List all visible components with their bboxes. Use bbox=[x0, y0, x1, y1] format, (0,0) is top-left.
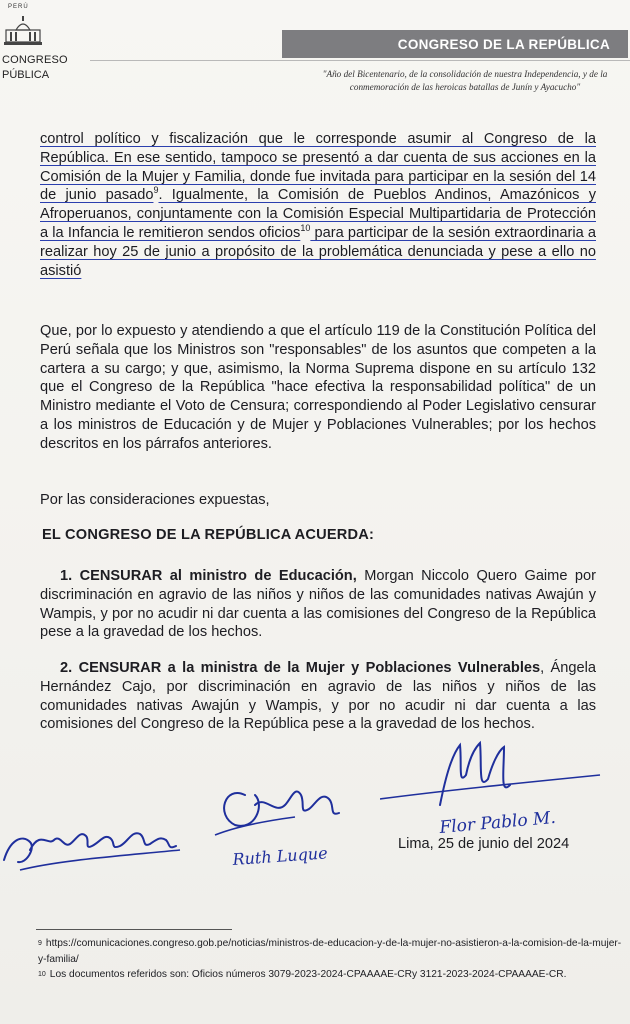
congress-building-icon bbox=[2, 12, 42, 52]
item-1-text: Morgan Niccolo Quero Gaime por discriminación en agravio de las niños y niños de las comunidades nativas Awajún y Wampis, y por no acudir ni dar cuenta a las comisiones del Congreso de la República pese a la gravedad de los hechos. bbox=[40, 568, 596, 641]
paragraph-1-text-a: control político y fiscalización que le corresponde asumir al Congreso de la República. En ese sentido, tampoco se presentó a dar cuenta de sus acciones en la Comisión de la Mujer y Familia, donde fue invitada para participar en la sesión del 14 de junio pasado bbox=[40, 131, 596, 204]
signature-3-text: Flor Pablo M. bbox=[438, 807, 557, 838]
item-2-text: , Ángela Hernández Cajo, por discriminación en agravio de las niños y niños de las comunidades nativas Awajún y Wampis, y por no acudir ni dar cuenta a las comisiones del Congreso de la República pese a la gravedad de los hechos. bbox=[40, 660, 596, 733]
official-year-motto: "Año del Bicentenario, de la consolidación de nuestra Independencia, y de la conmemoración de las heroicas batallas de Junín y Ayacucho" bbox=[322, 69, 608, 92]
congress-logo bbox=[0, 4, 68, 84]
resolution-heading: EL CONGRESO DE LA REPÚBLICA ACUERDA: bbox=[42, 527, 375, 543]
paragraph-3: Por las consideraciones expuestas, bbox=[40, 492, 270, 508]
resolution-item-2 bbox=[40, 659, 596, 734]
footnote-ref-10: 10 bbox=[300, 223, 311, 234]
item-1-number: 1. bbox=[60, 568, 73, 584]
footnote-9 bbox=[38, 936, 628, 967]
paragraph-2: Que, por lo expuesto y atendiendo a que el artículo 119 de la Constitución Política del Perú señala que los Ministros son "responsables" de los asuntos que competen a la cartera a su cargo; y que, asimismo, la Norma Suprema dispone en su artículo 132 que el Congreso de la República "hace efectiva la responsabilidad política" de un Ministro mediante el Voto de Censura; correspondiendo al Poder Legislativo censurar a los ministros de Educación y de Mujer y Poblaciones Vulnerables; por los hechos descritos en los párrafos anteriores. bbox=[40, 323, 596, 452]
footnote-10 bbox=[38, 967, 628, 983]
header-title-bar: CONGRESO DE LA REPÚBLICA bbox=[282, 30, 628, 58]
header-divider bbox=[90, 60, 630, 61]
item-2-bold: CENSURAR a la ministra de la Mujer y Poblaciones Vulnerables bbox=[78, 660, 541, 676]
footnote-divider bbox=[36, 929, 232, 930]
item-1-bold: CENSURAR al ministro de Educación, bbox=[79, 568, 357, 584]
footnotes bbox=[38, 936, 628, 983]
footnote-9-number: 9 bbox=[38, 940, 42, 947]
footnote-9-text: https://comunicaciones.congreso.gob.pe/noticias/ministros-de-educacion-y-de-la-mujer-no-asistieron-a-la-comision-de-la-mujer-y-familia/ bbox=[38, 938, 622, 965]
logo-name-line1: CONGRESO bbox=[2, 54, 68, 66]
item-2-number: 2. bbox=[60, 660, 73, 676]
signature-2 bbox=[205, 765, 375, 875]
logo-name-line2: PÚBLICA bbox=[2, 69, 50, 81]
footnote-10-text: Los documentos referidos son: Oficios números 3079-2023-2024-CPAAAAE-CRy 3121-2023-2024-CPAAAAE-CR. bbox=[49, 969, 567, 980]
paragraph-1-text-c: para participar de la sesión extraordinaria a realizar hoy 25 de junio a propósito de la problemática denunciada y pese a ello no asistió bbox=[40, 224, 596, 279]
place-and-date: Lima, 25 de junio del 2024 bbox=[398, 836, 570, 852]
signature-2-text: Ruth Luque bbox=[231, 843, 329, 869]
paragraph-1 bbox=[40, 130, 596, 280]
paragraph-1-text-b: . Igualmente, la Comisión de Pueblos Andinos, Amazónicos y Afroperuanos, conjuntamente con la Comisión Especial Multipartidaria de Protección a la Infancia le remitieron sendos oficios bbox=[40, 187, 596, 241]
footnote-ref-9: 9 bbox=[153, 185, 159, 196]
signature-3 bbox=[380, 735, 610, 845]
signature-1 bbox=[0, 790, 190, 880]
logo-country: PERÚ bbox=[8, 4, 29, 10]
footnote-10-number: 10 bbox=[38, 971, 46, 978]
resolution-item-1 bbox=[40, 567, 596, 642]
